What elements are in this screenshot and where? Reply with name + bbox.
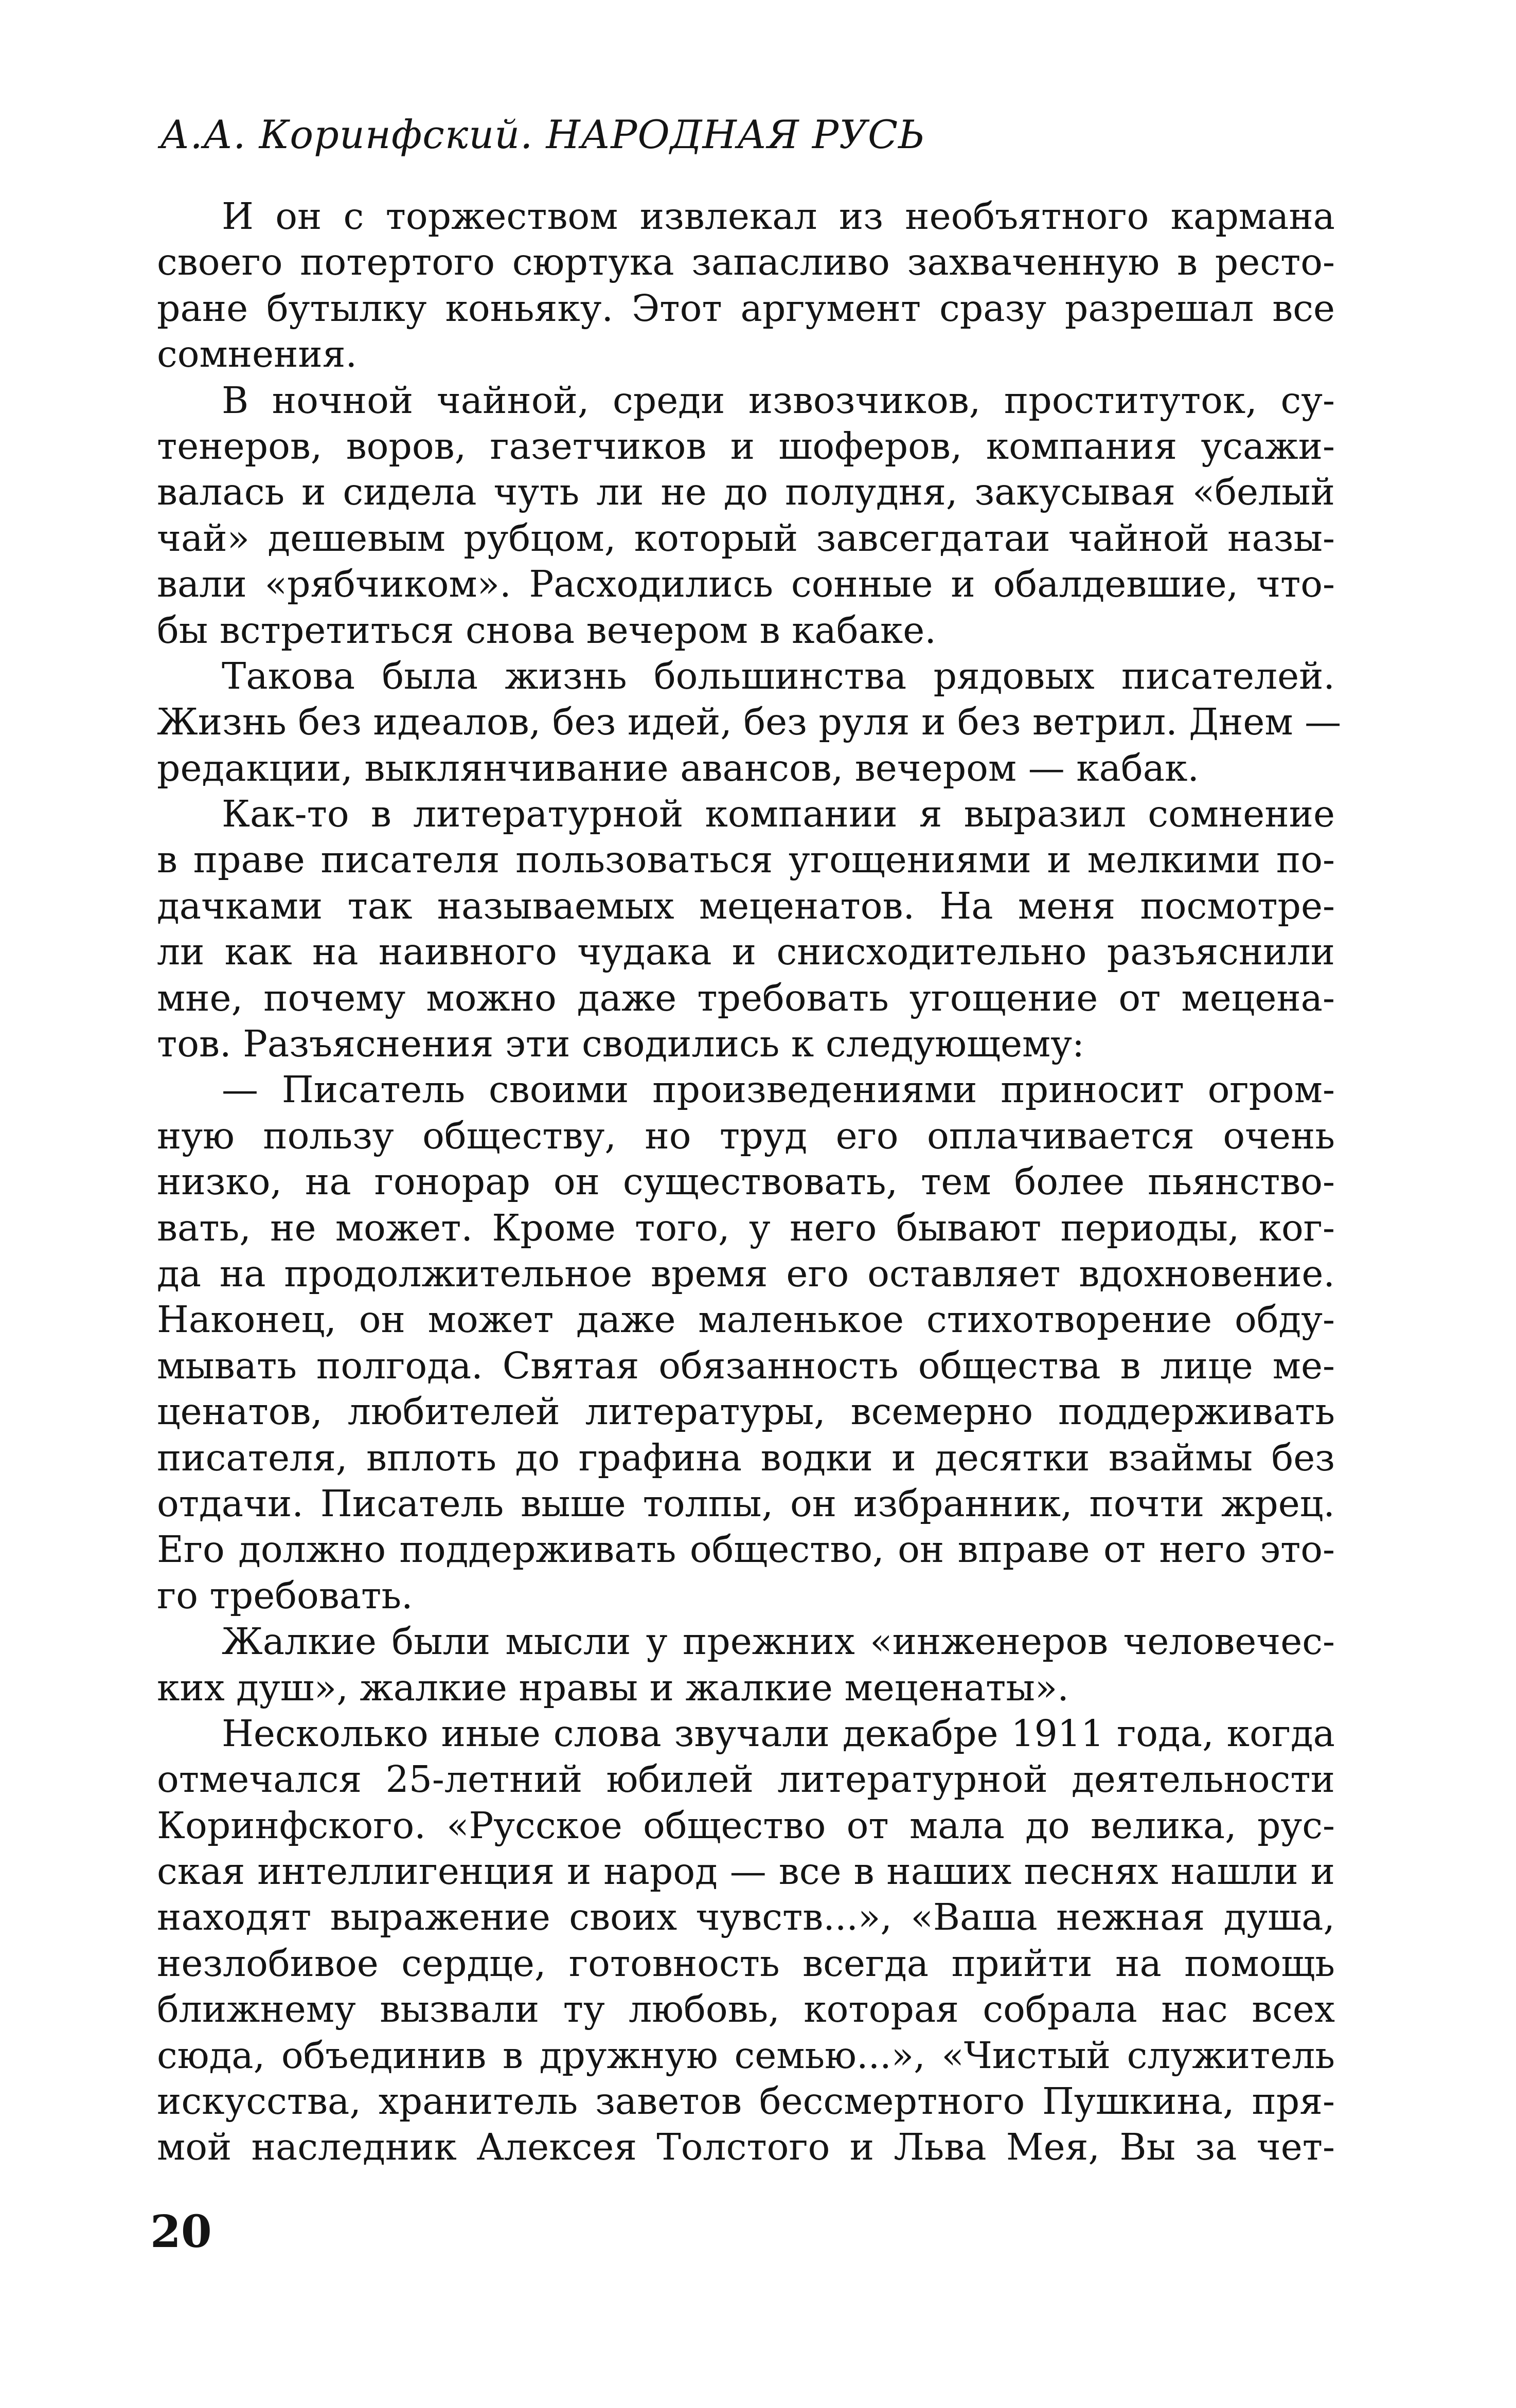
paragraph (157, 653, 1342, 791)
text-line: чай» дешевым рубцом, который завсегдатаи чайной назы- (157, 516, 1335, 560)
text-line: Такова была жизнь большинства рядовых писателей. (222, 654, 1335, 697)
text-line: мывать полгода. Святая обязанность общества в лице ме- (157, 1344, 1335, 1387)
text-line: сомнения. (157, 333, 358, 376)
text-line: Жизнь без идеалов, без идей, без руля и без ветрил. Днем — (157, 700, 1342, 744)
text-line: валась и сидела чуть ли не до полудня, закусывая «белый (157, 471, 1335, 514)
paragraph (157, 378, 1335, 653)
page-number: 20 (150, 2206, 212, 2258)
text-line: находят выражение своих чувств...», «Ваша нежная душа, (157, 1896, 1335, 1939)
text-line: бы встретиться снова вечером в кабаке. (157, 608, 936, 652)
body-text (157, 193, 1342, 2170)
paragraph (157, 193, 1335, 378)
text-line: Как-то в литературной компании я выразил сомнение (222, 793, 1335, 836)
paragraph (157, 1067, 1335, 1619)
text-line: писателя, вплоть до графина водки и десятки взаймы без (157, 1436, 1335, 1479)
text-line: мой наследник Алексея Толстого и Льва Мея, Вы за чет- (157, 2126, 1335, 2169)
text-line: да на продолжительное время его оставляет вдохновение. (157, 1252, 1335, 1295)
text-line: тенеров, воров, газетчиков и шоферов, компания усажи- (157, 424, 1335, 468)
text-line: ская интеллигенция и народ — все в наших песнях нашли и (157, 1850, 1335, 1893)
paragraph (157, 791, 1335, 1067)
text-line: ких душ», жалкие нравы и жалкие меценаты». (157, 1666, 1069, 1709)
text-line: Несколько иные слова звучали декабре 1911 года, когда (222, 1712, 1335, 1755)
text-line: отдачи. Писатель выше толпы, он избранник, почти жрец. (157, 1482, 1335, 1525)
text-line: Жалкие были мысли у прежних «инженеров человечес- (222, 1620, 1335, 1663)
text-line: в праве писателя пользоваться угощениями и мелкими по- (157, 838, 1335, 882)
text-line: искусства, хранитель заветов бессмертного Пушкина, пря- (157, 2080, 1335, 2123)
text-line: Коринфского. «Русское общество от мала до велика, рус- (157, 1804, 1335, 1847)
text-line: вали «рябчиком». Расходились сонные и обалдевшие, что- (157, 563, 1335, 606)
text-line: сюда, объединив в дружную семью...», «Чистый служитель (157, 2034, 1335, 2077)
text-line: своего потертого сюртука запасливо захваченную в ресто- (157, 241, 1335, 284)
text-line: В ночной чайной, среди извозчиков, проституток, су- (222, 379, 1335, 422)
text-line: низко, на гонорар он существовать, тем более пьянство- (157, 1160, 1335, 1203)
text-line: го требовать. (157, 1574, 413, 1617)
text-line: отмечался 25-летний юбилей литературной деятельности (157, 1758, 1335, 1801)
text-line: незлобивое сердце, готовность всегда прийти на помощь (157, 1942, 1335, 1985)
text-line: мне, почему можно даже требовать угощение от мецена- (157, 976, 1335, 1019)
running-head: А.А. Коринфский. НАРОДНАЯ РУСЬ (160, 112, 925, 157)
text-line: Его должно поддерживать общество, он вправе от него это- (157, 1528, 1335, 1571)
paragraph (157, 1711, 1335, 2170)
text-line: тов. Разъяснения эти сводились к следующему: (157, 1022, 1084, 1066)
text-line: дачками так называемых меценатов. На меня посмотре- (157, 884, 1335, 927)
text-line: ране бутылку коньяку. Этот аргумент сразу разрешал все (157, 286, 1335, 330)
text-line: ли как на наивного чудака и снисходительно разъяснили (157, 930, 1335, 974)
text-line: ценатов, любителей литературы, всемерно поддерживать (157, 1390, 1335, 1433)
text-line: ную пользу обществу, но труд его оплачивается очень (157, 1114, 1335, 1157)
text-line: вать, не может. Кроме того, у него бывают периоды, ког- (157, 1206, 1335, 1249)
text-line: — Писатель своими произведениями приносит огром- (222, 1068, 1335, 1111)
text-line: ближнему вызвали ту любовь, которая собрала нас всех (157, 1988, 1335, 2031)
paragraph (157, 1619, 1335, 1711)
text-line: Наконец, он может даже маленькое стихотворение обду- (157, 1298, 1335, 1341)
text-line: И он с торжеством извлекал из необъятного кармана (222, 195, 1335, 238)
text-line: редакции, выклянчивание авансов, вечером — кабак. (157, 746, 1199, 789)
